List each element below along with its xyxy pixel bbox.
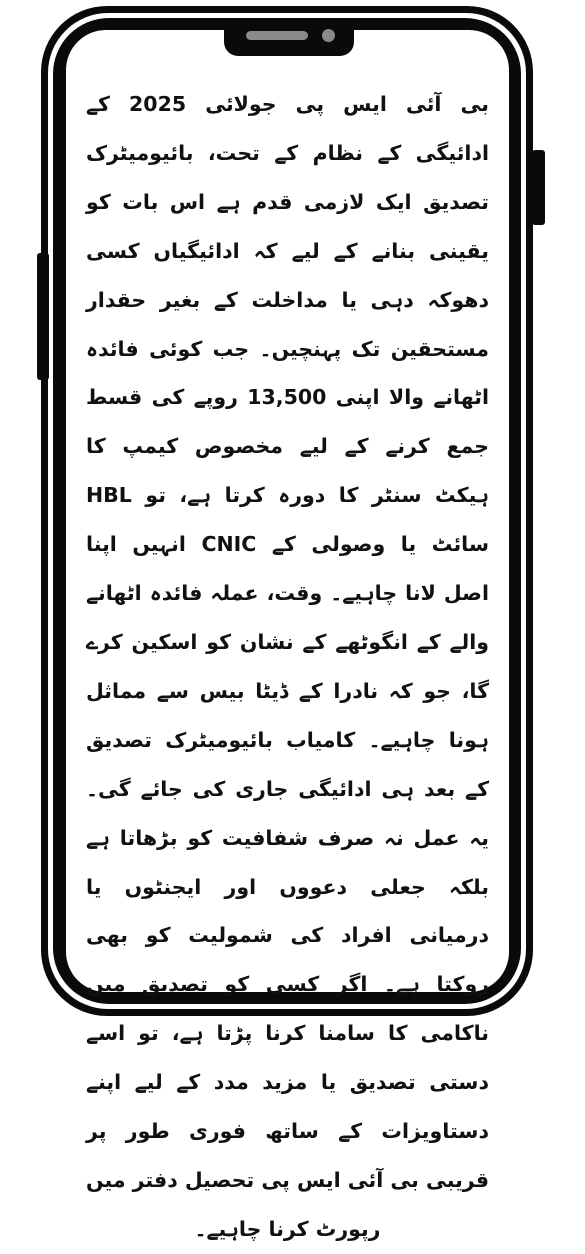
volume-button: [37, 253, 49, 380]
speaker-grille-icon: [246, 31, 308, 40]
power-button: [532, 150, 545, 225]
article-text: بی آئی ایس پی جولائی 2025 کے ادائیگی کے نظام کے تحت، بائیومیٹرک تصدیق ایک لازمی قدم ہے اس بات کو یقینی بنانے کے لیے کہ ادائیگیاں کسی دھوکہ دہی یا مداخلت کے بغیر حقدار مستحقین تک پہنچیں۔ جب کوئی فائدہ اٹھانے والا اپنی 13,500 روپے کی قسط جمع کرنے کے لیے مخصوص کیمپ کا ہیکٹ سنٹر کا دورہ کرتا ہے، تو HBL سائٹ یا وصولی کے CNIC انہیں اپنا اصل لانا چاہیے۔ وقت، عملہ فائدہ اٹھانے والے کے انگوٹھے کے نشان کو اسکین کرے گا، جو کہ نادرا کے ڈیٹا بیس سے مماثل ہونا چاہیے۔ کامیاب بائیومیٹرک تصدیق کے بعد ہی ادائیگی جاری کی جائے گی۔ یہ عمل نہ صرف شفافیت کو بڑھاتا ہے بلکہ جعلی دعووں اور ایجنٹوں یا درمیانی افراد کی شمولیت کو بھی روکتا ہے۔ اگر کسی کو تصدیق میں ناکامی کا سامنا کرنا پڑتا ہے، تو اسے دستی تصدیق یا مزید مدد کے لیے اپنے دستاویزات کے ساتھ فوری طور پر قریبی بی آئی ایس پی تحصیل دفتر میں رپورٹ کرنا چاہیے۔: [86, 92, 489, 1241]
phone-screen: [66, 30, 509, 1241]
front-camera-icon: [322, 29, 335, 42]
